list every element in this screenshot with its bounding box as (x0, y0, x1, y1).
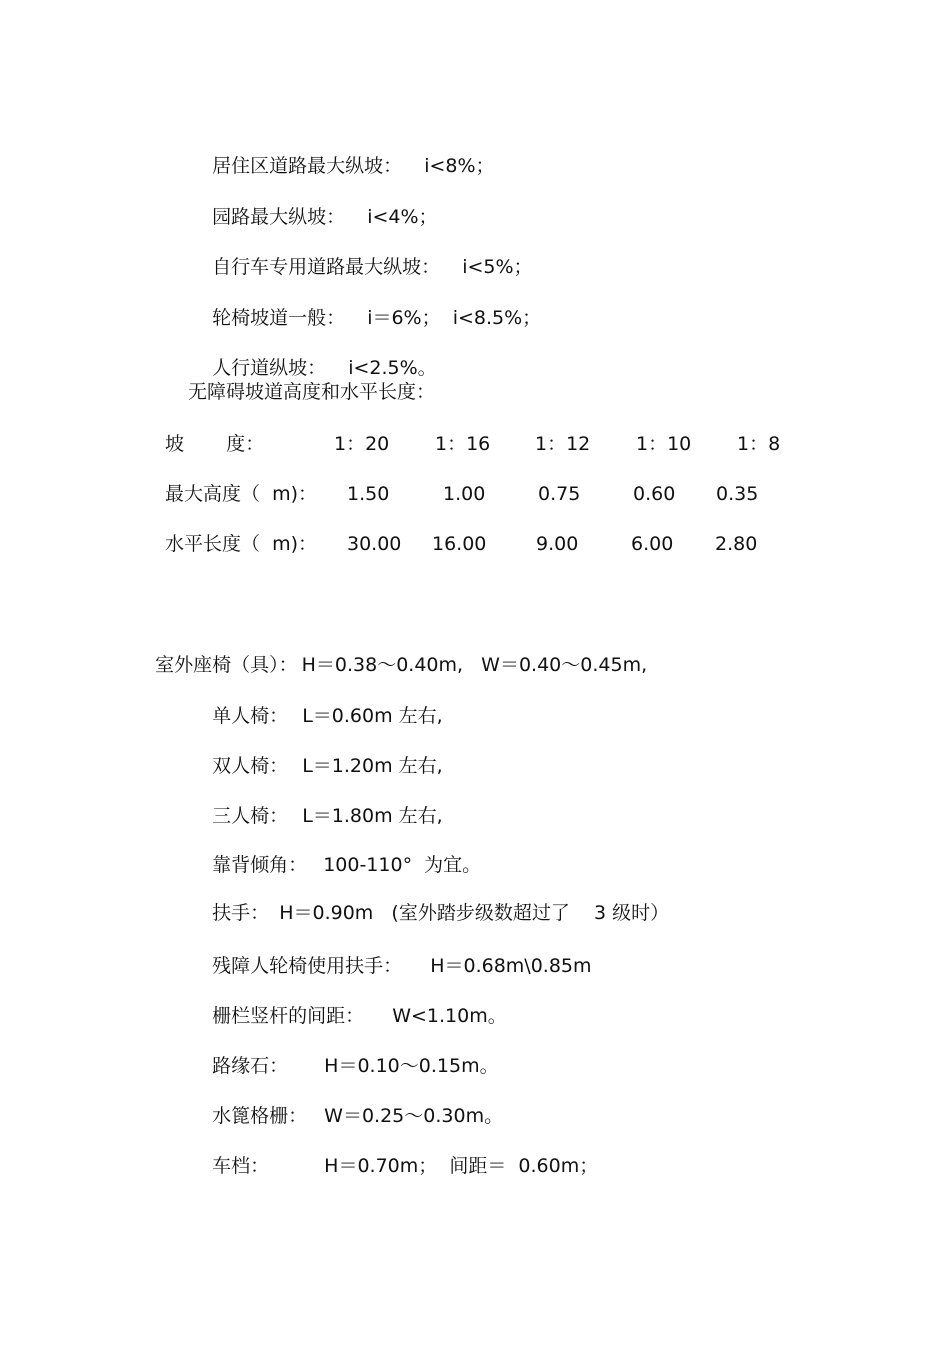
table-cell: 1.50 (347, 483, 390, 505)
slope-label: 人行道纵坡： (212, 357, 327, 379)
slope-value: i<8%； (424, 155, 495, 177)
row-label: 坡 度： (165, 433, 265, 455)
item-value: L＝1.20m 左右, (302, 755, 443, 777)
seating-title: 室外座椅（具）： (155, 654, 298, 676)
seating-line (143, 629, 647, 677)
item-label: 单人椅： (212, 705, 289, 727)
table-cell: 0.75 (538, 483, 581, 505)
row-label: 水平长度（ m)： (165, 533, 318, 555)
slope-value: i＝6%； i<8.5%； (367, 307, 542, 329)
slope-value: i<5%； (462, 256, 533, 278)
slope-label: 轮椅坡道一般： (212, 307, 346, 329)
table-cell: 16.00 (432, 533, 487, 555)
item-label: 车档： (212, 1155, 270, 1177)
table-cell: 0.60 (633, 483, 676, 505)
item-value: W＝0.25～0.30m。 (324, 1105, 504, 1127)
slope-value: i<2.5%。 (348, 357, 437, 379)
table-cell: 1：8 (737, 433, 781, 455)
table-cell: 1：10 (636, 433, 692, 455)
item-value: 100-110° 为宜。 (323, 854, 482, 876)
item-label: 栅栏竖杆的间距： (212, 1005, 365, 1027)
table-cell: 1.00 (443, 483, 486, 505)
item-value: H＝0.90m (室外踏步级数超过了 3 级时） (279, 902, 670, 924)
table-cell: 1：20 (334, 433, 390, 455)
item-value: H＝0.68m\0.85m (430, 955, 592, 977)
table-cell: 0.35 (716, 483, 759, 505)
seating-value: H＝0.38～0.40m, W＝0.40～0.45m, (301, 654, 648, 676)
item-value: L＝0.60m 左右, (302, 705, 443, 727)
item-value: W<1.10m。 (392, 1005, 507, 1027)
slope-label: 园路最大纵坡： (212, 206, 346, 228)
ramp-heading: 无障碍坡道高度和水平长度： (188, 381, 436, 403)
item-label: 路缘石： (212, 1055, 289, 1077)
item-value: H＝0.10～0.15m。 (324, 1055, 499, 1077)
item-label: 靠背倾角： (212, 854, 308, 876)
table-cell: 6.00 (631, 533, 674, 555)
table-cell: 1：12 (535, 433, 591, 455)
row-label: 最大高度（ m)： (165, 483, 318, 505)
item-value: L＝1.80m 左右, (302, 805, 443, 827)
item-label: 双人椅： (212, 755, 289, 777)
list-item (188, 1130, 598, 1202)
item-label: 三人椅： (212, 805, 289, 827)
slope-label: 自行车专用道路最大纵坡： (212, 256, 441, 278)
item-label: 水篦格栅： (212, 1105, 308, 1127)
item-label: 扶手： (212, 902, 270, 924)
slope-label: 居住区道路最大纵坡： (212, 155, 403, 177)
item-label: 残障人轮椅使用扶手： (212, 955, 403, 977)
table-cell: 9.00 (536, 533, 579, 555)
item-value: H＝0.70m； 间距＝ 0.60m； (324, 1155, 599, 1177)
slope-value: i<4%； (367, 206, 438, 228)
table-cell: 2.80 (715, 533, 758, 555)
table-cell: 30.00 (347, 533, 402, 555)
table-cell: 1：16 (435, 433, 491, 455)
